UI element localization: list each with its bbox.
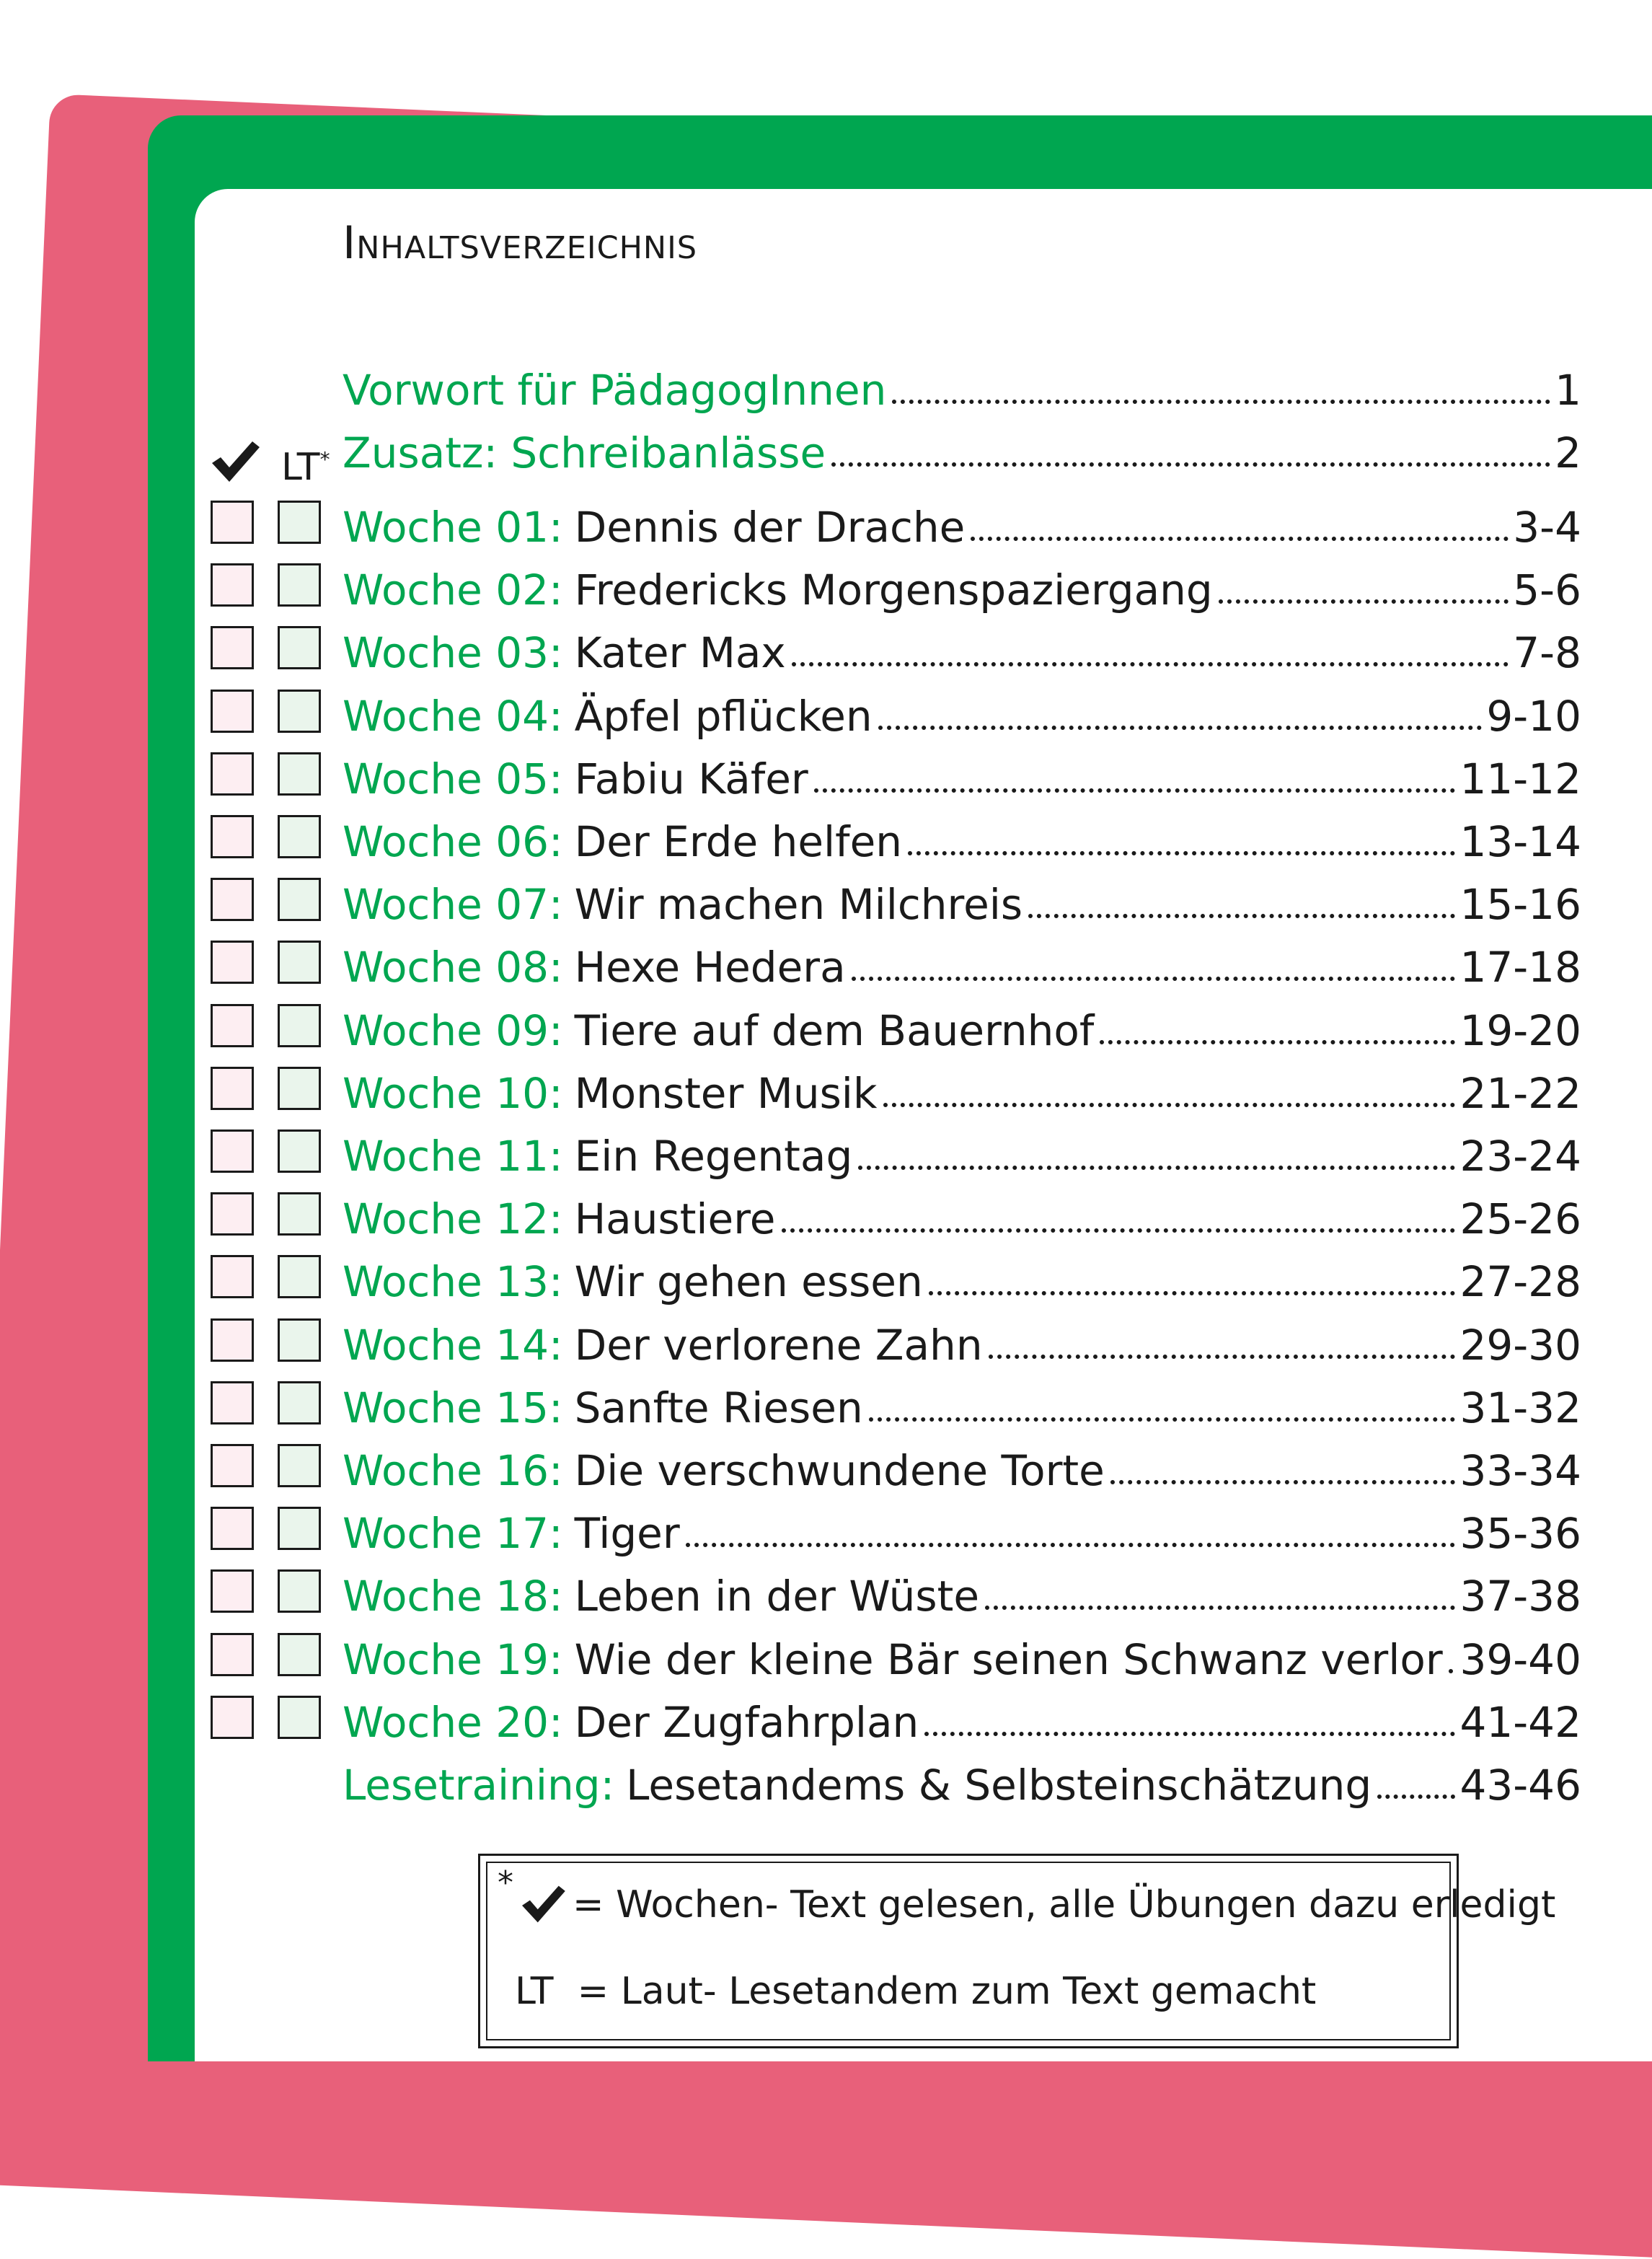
dot-leader: [792, 662, 1509, 666]
dot-leader: [878, 726, 1483, 730]
toc-week-entry: [343, 1371, 1581, 1432]
toc-intro-entry: [343, 416, 1581, 477]
entry-title: Haustiere: [574, 1194, 776, 1244]
lt-checkbox[interactable]: [278, 501, 321, 544]
dot-leader: [924, 1732, 1455, 1736]
toc-week-entry: [343, 805, 1581, 866]
check-icon: [209, 439, 261, 485]
done-checkbox[interactable]: [211, 501, 254, 544]
entry-pages: 21-22: [1459, 1068, 1581, 1118]
entry-label: Woche 01:: [343, 503, 563, 552]
legend-inner: [486, 1862, 1556, 2040]
lt-checkbox[interactable]: [278, 690, 321, 733]
toc-week-entry: [343, 490, 1581, 552]
entry-label: Woche 04:: [343, 691, 563, 741]
entry-label: Woche 18:: [343, 1572, 563, 1621]
entry-label: Woche 09:: [343, 1005, 563, 1055]
entry-pages: 17-18: [1459, 943, 1581, 992]
entry-pages: 15-16: [1459, 880, 1581, 930]
done-checkbox[interactable]: [211, 1507, 254, 1550]
legend-star: *: [498, 1864, 513, 1901]
dot-leader: [883, 1103, 1456, 1107]
entry-pages: 43-46: [1459, 1761, 1581, 1810]
toc-week-entry: [343, 1057, 1581, 1118]
entry-title: Kater Max: [574, 628, 786, 678]
dot-leader: [1219, 599, 1509, 604]
toc-week-entry: [343, 1623, 1581, 1684]
done-checkbox[interactable]: [211, 1569, 254, 1613]
lt-checkbox[interactable]: [278, 1130, 321, 1173]
toc-week-entry: [343, 742, 1581, 803]
entry-title: Monster Musik: [574, 1068, 878, 1118]
dot-leader: [1028, 914, 1455, 918]
toc-week-entry: [343, 679, 1581, 741]
entry-title: Dennis der Drache: [574, 503, 966, 552]
entry-title: Wie der kleine Bär seinen Schwanz verlor: [574, 1634, 1443, 1684]
entry-label: Woche 10:: [343, 1068, 563, 1118]
entry-pages: 7-8: [1513, 628, 1581, 678]
entry-pages: 3-4: [1513, 503, 1581, 552]
entry-label: Woche 20:: [343, 1697, 563, 1747]
dot-leader: [858, 1166, 1455, 1170]
legend-lt-text: LT = Laut- Lesetandem zum Text gemacht: [515, 1970, 1317, 2013]
lt-checkbox[interactable]: [278, 1444, 321, 1487]
dot-leader: [1377, 1795, 1455, 1799]
done-checkbox[interactable]: [211, 1318, 254, 1362]
entry-title: Tiere auf dem Bauernhof: [574, 1005, 1095, 1055]
done-checkbox[interactable]: [211, 626, 254, 669]
lt-checkbox[interactable]: [278, 941, 321, 984]
toc-week-entry: [343, 1434, 1581, 1495]
toc-week-entry: [343, 1686, 1581, 1747]
lt-checkbox[interactable]: [278, 752, 321, 796]
dot-leader: [831, 462, 1550, 467]
done-checkbox[interactable]: [211, 1633, 254, 1676]
entry-pages: 33-34: [1459, 1446, 1581, 1495]
lt-checkbox[interactable]: [278, 1633, 321, 1676]
entry-pages: 41-42: [1459, 1697, 1581, 1747]
toc-week-entry: [343, 1119, 1581, 1181]
entry-title: Der verlorene Zahn: [574, 1320, 983, 1370]
dot-leader: [908, 851, 1455, 855]
entry-pages: 25-26: [1459, 1194, 1581, 1244]
lt-checkbox[interactable]: [278, 1696, 321, 1739]
entry-pages: 37-38: [1459, 1572, 1581, 1621]
toc-week-entry: [343, 994, 1581, 1055]
lt-checkbox[interactable]: [278, 1507, 321, 1550]
entry-title: Tiger: [574, 1509, 680, 1559]
entry-title: Wir gehen essen: [574, 1257, 923, 1307]
done-checkbox[interactable]: [211, 1444, 254, 1487]
entry-pages: 27-28: [1459, 1257, 1581, 1307]
done-checkbox[interactable]: [211, 752, 254, 796]
entry-label: Vorwort für PädagogInnen: [343, 366, 887, 415]
entry-title: Sanfte Riesen: [574, 1383, 863, 1432]
toc-week-entry: [343, 616, 1581, 678]
toc-week-entry: [343, 1308, 1581, 1370]
entry-label: Woche 16:: [343, 1446, 563, 1495]
dot-leader: [1100, 1040, 1455, 1044]
dot-leader: [1449, 1669, 1456, 1673]
entry-title: Hexe Hedera: [574, 943, 846, 992]
entry-pages: 11-12: [1459, 754, 1581, 803]
toc-final-entry: [343, 1748, 1581, 1810]
entry-label: Woche 13:: [343, 1257, 563, 1307]
entry-pages: 5-6: [1513, 565, 1581, 615]
done-checkbox[interactable]: [211, 941, 254, 984]
done-checkbox[interactable]: [211, 563, 254, 607]
dot-leader: [686, 1543, 1456, 1547]
entry-label: Woche 07:: [343, 880, 563, 930]
entry-title: Wir machen Milchreis: [574, 880, 1023, 930]
entry-pages: 2: [1555, 428, 1581, 477]
toc-week-entry: [343, 1559, 1581, 1621]
entry-title: Der Zugfahrplan: [574, 1697, 919, 1747]
entry-label: Woche 03:: [343, 628, 563, 678]
entry-title: Lesetandems & Selbsteinschätzung: [626, 1761, 1372, 1810]
entry-label: Woche 05:: [343, 754, 563, 803]
dot-leader: [814, 788, 1456, 793]
done-checkbox[interactable]: [211, 1255, 254, 1298]
entry-title: Der Erde helfen: [574, 817, 903, 866]
entry-label: Woche 08:: [343, 943, 563, 992]
entry-pages: 35-36: [1459, 1509, 1581, 1559]
entry-title: Fabiu Käfer: [574, 754, 808, 803]
entry-pages: 13-14: [1459, 817, 1581, 866]
lt-checkbox[interactable]: [278, 878, 321, 921]
lt-checkbox[interactable]: [278, 1381, 321, 1424]
done-checkbox[interactable]: [211, 1696, 254, 1739]
toc-week-entry: [343, 930, 1581, 992]
done-checkbox[interactable]: [211, 1130, 254, 1173]
entry-label: Woche 12:: [343, 1194, 563, 1244]
entry-pages: 19-20: [1459, 1005, 1581, 1055]
dot-leader: [989, 1355, 1456, 1359]
page-title: Inhaltsverzeichnis: [343, 216, 698, 269]
entry-label: Woche 17:: [343, 1509, 563, 1559]
toc-week-entry: [343, 1245, 1581, 1307]
legend-check-icon: [519, 1883, 567, 1925]
done-checkbox[interactable]: [211, 1192, 254, 1236]
lt-checkbox[interactable]: [278, 626, 321, 669]
entry-title: Äpfel pflücken: [574, 691, 873, 741]
entry-title: Leben in der Wüste: [574, 1572, 980, 1621]
entry-label: Woche 19:: [343, 1634, 563, 1684]
entry-pages: 9-10: [1486, 691, 1581, 741]
lt-checkbox[interactable]: [278, 1255, 321, 1298]
lt-checkbox[interactable]: [278, 1067, 321, 1110]
entry-title: Die verschwundene Torte: [574, 1446, 1105, 1495]
entry-pages: 31-32: [1459, 1383, 1581, 1432]
entry-label: Zusatz: Schreibanlässe: [343, 428, 826, 477]
entry-label: Woche 14:: [343, 1320, 563, 1370]
entry-label: Lesetraining:: [343, 1761, 615, 1810]
lt-checkbox[interactable]: [278, 1318, 321, 1362]
toc-week-entry: [343, 553, 1581, 615]
dot-leader: [782, 1228, 1456, 1233]
done-checkbox[interactable]: [211, 1004, 254, 1047]
dot-leader: [892, 400, 1550, 404]
toc-week-entry: [343, 1182, 1581, 1244]
done-checkbox[interactable]: [211, 815, 254, 858]
entry-label: Woche 02:: [343, 565, 563, 615]
toc-week-entry: [343, 868, 1581, 930]
lt-checkbox[interactable]: [278, 1004, 321, 1047]
entry-title: Fredericks Morgenspaziergang: [574, 565, 1213, 615]
entry-pages: 39-40: [1459, 1634, 1581, 1684]
dot-leader: [869, 1417, 1456, 1422]
lt-checkbox[interactable]: [278, 815, 321, 858]
done-checkbox[interactable]: [211, 878, 254, 921]
dot-leader: [985, 1606, 1455, 1610]
entry-pages: 29-30: [1459, 1320, 1581, 1370]
entry-label: Woche 06:: [343, 817, 563, 866]
lt-checkbox[interactable]: [278, 1569, 321, 1613]
toc-week-entry: [343, 1497, 1581, 1559]
entry-pages: 23-24: [1459, 1132, 1581, 1181]
legend-check-text: = Wochen- Text gelesen, alle Übungen dazu erledigt: [573, 1883, 1556, 1926]
toc-intro-entry: [343, 353, 1581, 415]
entry-pages: 1: [1555, 366, 1581, 415]
dot-leader: [971, 537, 1509, 541]
entry-title: Ein Regentag: [574, 1132, 853, 1181]
lt-checkbox[interactable]: [278, 563, 321, 607]
legend-box: [478, 1854, 1556, 2048]
dot-leader: [852, 977, 1456, 981]
done-checkbox[interactable]: [211, 690, 254, 733]
done-checkbox[interactable]: [211, 1381, 254, 1424]
entry-label: Woche 15:: [343, 1383, 563, 1432]
lt-checkbox[interactable]: [278, 1192, 321, 1236]
dot-leader: [1110, 1480, 1456, 1484]
done-checkbox[interactable]: [211, 1067, 254, 1110]
dot-leader: [929, 1291, 1456, 1295]
entry-label: Woche 11:: [343, 1132, 563, 1181]
lt-column-header: LT*: [281, 446, 330, 489]
